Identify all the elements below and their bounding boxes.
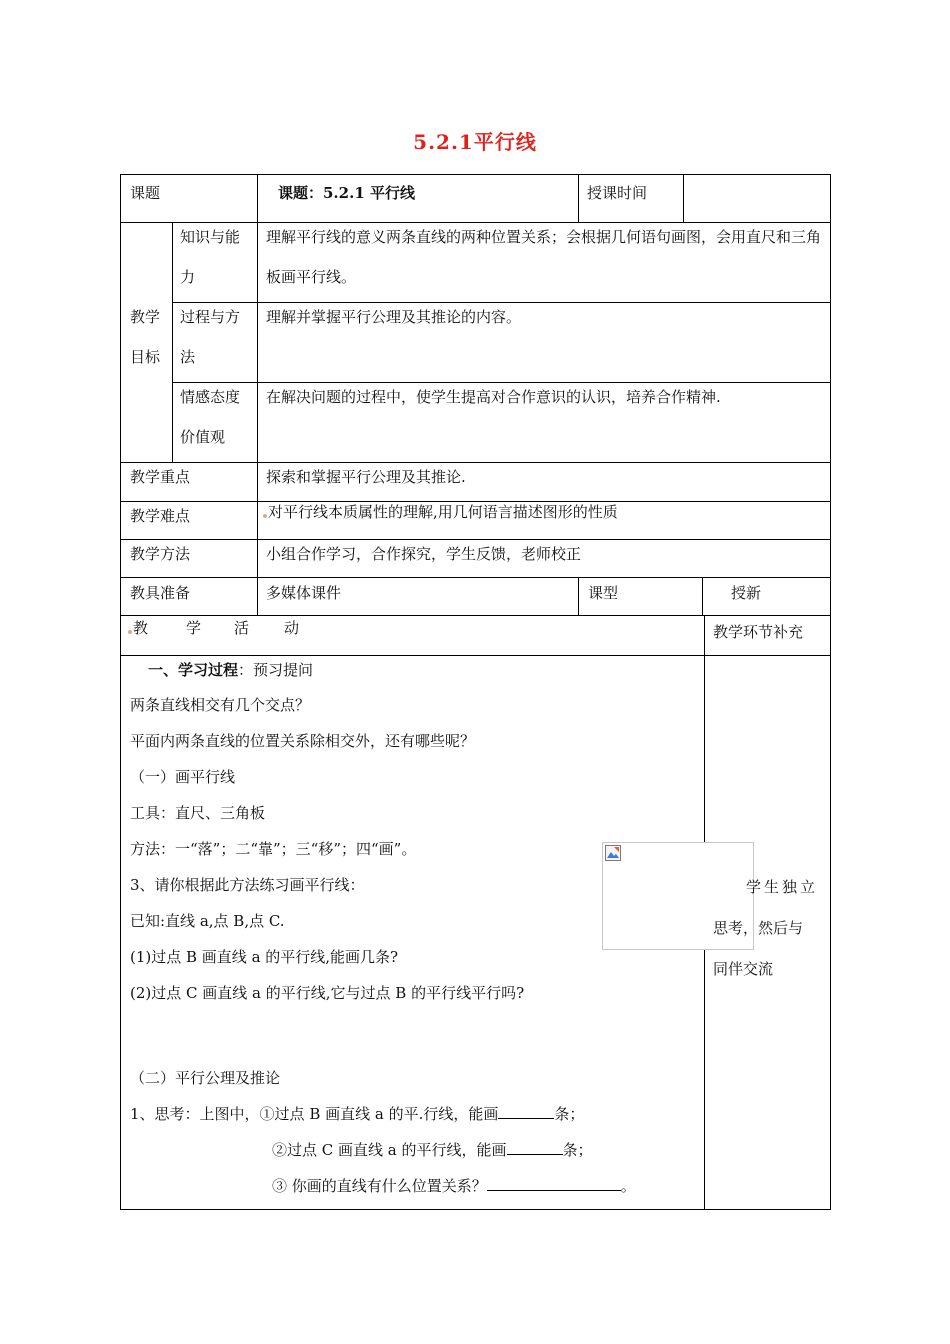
- answer-blank: [498, 1104, 554, 1119]
- activity-header-char: 动: [284, 619, 300, 637]
- tools-line: 工具：直尺、三角板: [130, 804, 266, 822]
- topic-label: 课题: [130, 184, 161, 202]
- objective-label-process-2: 法: [180, 348, 196, 366]
- objectives-group-label-2: 目标: [130, 348, 161, 366]
- objective-text-knowledge: 理解平行线的意义两条直线的两种位置关系；会根据几何语句画图，会用直尺和三角板画平行线。: [266, 228, 822, 286]
- materials-text: 多媒体课件: [266, 584, 342, 602]
- side-note-line-2: 思考，然后与: [713, 919, 804, 937]
- difficulty-text: 对平行线本质属性的理解,用几何语言描述图形的性质: [268, 503, 618, 521]
- topic-value: 课题：5.2.1 平行线: [278, 184, 415, 202]
- objective-label-attitude-2: 价值观: [180, 428, 226, 446]
- lesson-type-label: 课型: [588, 584, 619, 602]
- think-line-3-text: ③ 你画的直线有什么位置关系？: [272, 1177, 487, 1195]
- activity-header-char: 学: [186, 619, 202, 637]
- key-points-label: 教学重点: [130, 468, 191, 486]
- activity-header-char: 教: [133, 619, 149, 637]
- problem-1: (1)过点 B 画直线 a 的平行线,能画几条?: [130, 948, 399, 966]
- practice-line: 3、请你根据此方法练习画平行线：: [130, 876, 365, 894]
- answer-blank: [507, 1140, 563, 1155]
- objective-label-attitude-1: 情感态度: [180, 388, 241, 406]
- objective-label-process-1: 过程与方: [180, 308, 241, 326]
- activity-header-char: 活: [234, 619, 250, 637]
- anchor-mark: [263, 514, 267, 518]
- problem-2: (2)过点 C 画直线 a 的平行线,它与过点 B 的平行线平行吗?: [130, 984, 525, 1002]
- method-text: 小组合作学习，合作探究，学生反馈，老师校正: [266, 545, 582, 563]
- question-2: 平面内两条直线的位置关系除相交外，还有哪些呢？: [130, 732, 476, 750]
- section-heading-1: （一）画平行线: [130, 768, 236, 786]
- objective-label-knowledge-2: 力: [180, 268, 196, 286]
- activity-supplement-header: 教学环节补充: [713, 623, 804, 641]
- section-heading-2: （二）平行公理及推论: [130, 1069, 281, 1087]
- side-note-line-3: 同伴交流: [713, 960, 774, 978]
- time-label: 授课时间: [587, 184, 648, 202]
- materials-label: 教具准备: [130, 584, 191, 602]
- think-line-3: [272, 1176, 636, 1196]
- section-intro: [148, 660, 313, 680]
- think-line-1-end: 条；: [554, 1105, 585, 1123]
- broken-image-icon: [605, 845, 621, 861]
- difficulty-label: 教学难点: [130, 507, 191, 525]
- section-intro-rest: ：预习提问: [238, 661, 314, 679]
- objective-text-attitude: 在解决问题的过程中，使学生提高对合作意识的认识，培养合作精神.: [266, 388, 721, 406]
- objectives-group-label-1: 教学: [130, 308, 161, 326]
- think-line-2-end: 条；: [562, 1141, 593, 1159]
- key-points-text: 探索和掌握平行公理及其推论.: [266, 468, 466, 486]
- answer-blank: [487, 1176, 621, 1191]
- think-line-1-text: 1、思考：上图中，①过点 B 画直线 a 的平.行线，能画: [130, 1105, 499, 1123]
- think-line-1: [130, 1104, 584, 1124]
- think-line-3-end: 。: [620, 1177, 636, 1195]
- objective-text-process: 理解并掌握平行公理及其推论的内容。: [266, 308, 522, 326]
- objective-label-knowledge-1: 知识与能: [180, 228, 241, 246]
- think-line-2: [272, 1140, 593, 1160]
- section-intro-bold: 一、学习过程: [148, 661, 239, 679]
- side-note-line-1: 学生独立: [746, 878, 819, 896]
- given-line: 已知:直线 a,点 B,点 C.: [130, 912, 285, 930]
- question-1: 两条直线相交有几个交点？: [130, 696, 311, 714]
- page-title: 5.2.1平行线: [413, 130, 537, 154]
- lesson-type-value: 授新: [731, 584, 762, 602]
- anchor-mark: [128, 630, 132, 634]
- lesson-plan-table: [120, 174, 831, 1210]
- method-steps-line: 方法：一“落”；二“靠”；三“移”；四“画”。: [130, 840, 417, 858]
- method-label: 教学方法: [130, 545, 191, 563]
- think-line-2-text: ②过点 C 画直线 a 的平行线，能画: [272, 1141, 507, 1159]
